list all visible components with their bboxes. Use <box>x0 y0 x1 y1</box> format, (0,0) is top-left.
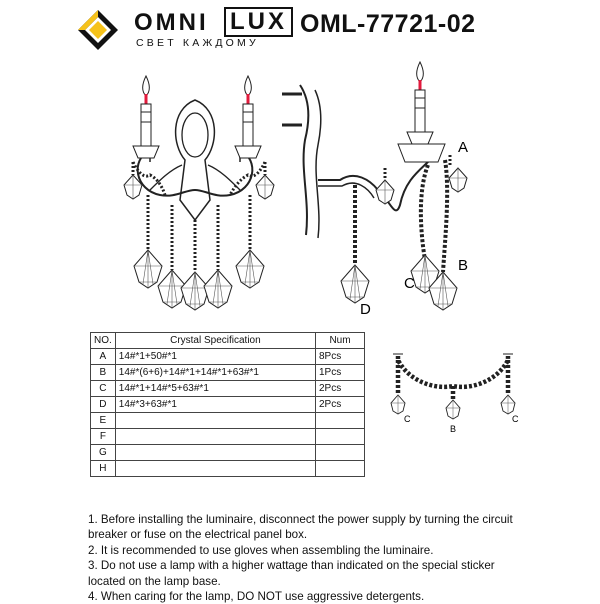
front-view <box>124 76 274 310</box>
note-item: 2. It is recommended to use gloves when assembling the luminaire. <box>88 543 434 557</box>
cell-spec <box>115 461 315 477</box>
label-d: D <box>360 301 371 318</box>
chain-assembly-diagram <box>378 340 528 450</box>
cell-num: 8Pcs <box>316 349 365 365</box>
cell-no: C <box>91 381 116 397</box>
brand-tagline: СВЕТ КАЖДОМУ <box>136 37 259 49</box>
cell-spec <box>115 445 315 461</box>
table-row <box>91 445 365 461</box>
brand-name-lux: LUX <box>224 7 293 37</box>
table-row <box>91 461 365 477</box>
table-row <box>91 413 365 429</box>
chain-label-left: C <box>404 414 411 424</box>
label-c: C <box>404 275 415 292</box>
cell-num <box>316 429 365 445</box>
header-num: Num <box>316 333 365 349</box>
cell-no: F <box>91 429 116 445</box>
cell-no: E <box>91 413 116 429</box>
cell-no: H <box>91 461 116 477</box>
brand-logo <box>76 6 316 52</box>
label-a: A <box>458 139 469 156</box>
cell-no: G <box>91 445 116 461</box>
cell-num: 2Pcs <box>316 397 365 413</box>
note-item: 1. Before installing the luminaire, disconnect the power supply by turning the circuit breaker or fuse on the electrical panel box. <box>88 513 513 542</box>
header-no: NO. <box>91 333 116 349</box>
table-row <box>91 349 365 365</box>
logo-diamond-icon <box>76 8 120 52</box>
cell-no: A <box>91 349 116 365</box>
product-drawing <box>0 50 600 325</box>
note-item: 3. Do not use a lamp with a higher wattage than indicated on the special sticker located on the lamp base. <box>88 559 495 588</box>
label-b: B <box>458 257 469 274</box>
cell-no: B <box>91 365 116 381</box>
cell-spec <box>115 429 315 445</box>
table-row <box>91 381 365 397</box>
cell-spec <box>115 413 315 429</box>
table-row <box>91 397 365 413</box>
cell-no: D <box>91 397 116 413</box>
header-spec: Crystal Specification <box>115 333 315 349</box>
cell-num: 1Pcs <box>316 365 365 381</box>
safety-notes <box>88 512 528 604</box>
cell-num <box>316 413 365 429</box>
cell-num <box>316 461 365 477</box>
cell-spec: 14#*3+63#*1 <box>115 397 315 413</box>
chain-label-middle: B <box>450 424 457 434</box>
side-view <box>282 62 467 310</box>
cell-spec: 14#*(6+6)+14#*1+14#*1+63#*1 <box>115 365 315 381</box>
table-row <box>91 429 365 445</box>
cell-num <box>316 445 365 461</box>
cell-spec: 14#*1+50#*1 <box>115 349 315 365</box>
table-header-row <box>91 333 365 349</box>
chain-label-right: C <box>512 414 519 424</box>
crystal-spec-table <box>90 332 365 477</box>
model-number: OML-77721-02 <box>300 10 476 38</box>
cell-spec: 14#*1+14#*5+63#*1 <box>115 381 315 397</box>
table-row <box>91 365 365 381</box>
note-item: 4. When caring for the lamp, DO NOT use aggressive detergents. <box>88 590 425 604</box>
cell-num: 2Pcs <box>316 381 365 397</box>
brand-name-omni: OMNI <box>134 9 209 36</box>
